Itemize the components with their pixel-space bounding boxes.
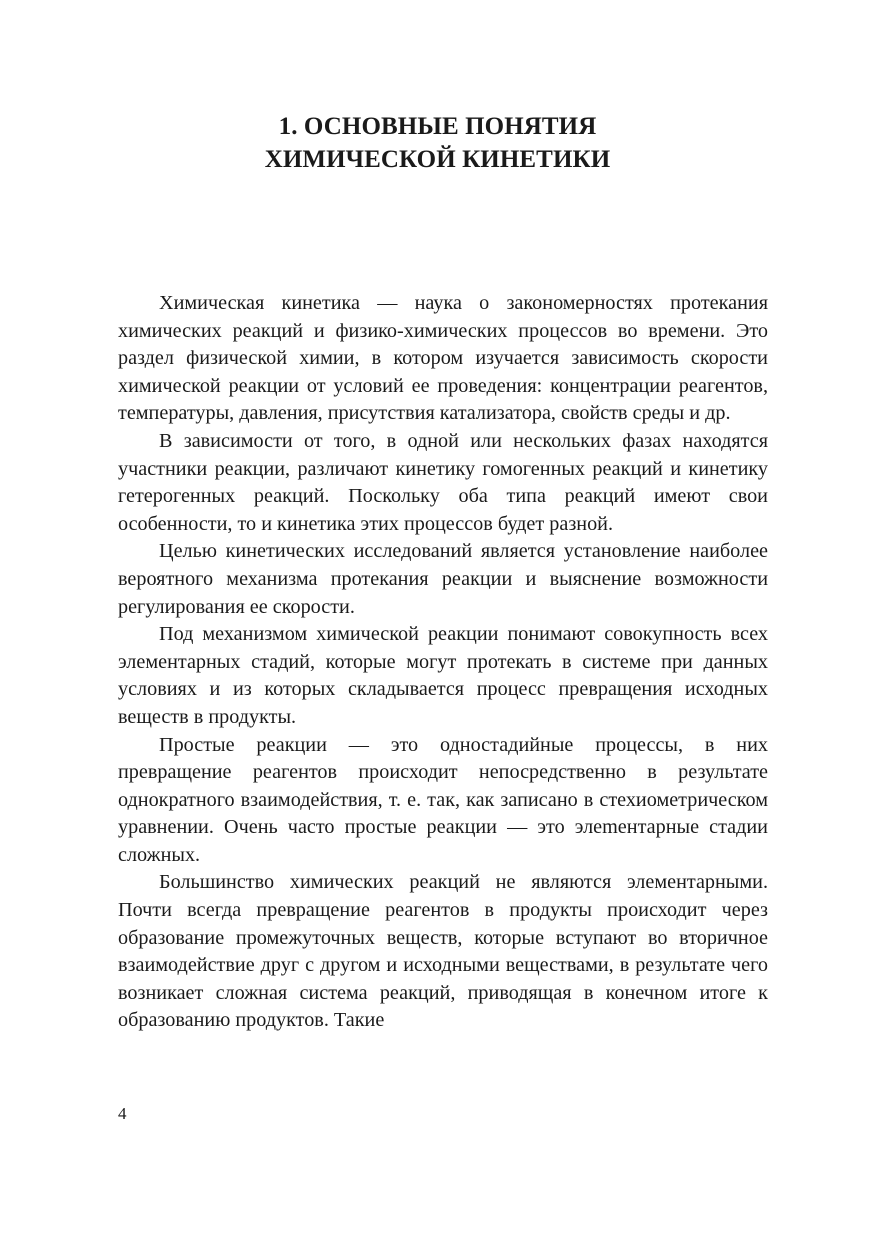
page-number: 4 (118, 1104, 127, 1123)
paragraph-3: Целью кинетических исследований является установление наиболее вероятного механизма протекания реакции и выяснение возможности регулирования ее скорости. (118, 540, 768, 618)
chapter-title-line-2: ХИМИЧЕСКОЙ КИНЕТИКИ (264, 146, 611, 173)
body-text (118, 290, 768, 1035)
paragraph-4: Под механизмом химической реакции понимают совокупность всех элементарных стадий, которые могут протекать в системе при данных условиях и из которых складывается процесс превращения исходных веществ в продукты. (118, 623, 768, 728)
chapter-title-line-1: 1. ОСНОВНЫЕ ПОНЯТИЯ (278, 113, 597, 140)
paragraph-1: Химическая кинетика — наука о закономерностях протекания химических реакций и физико-химических процессов во времени. Это раздел физической химии, в котором изучается зависимость скорости химической реакции от условий ее проведения: концентрации реагентов, температуры, давления, присутствия катализатора, свойств среды и др. (118, 292, 768, 425)
paragraph-5: Простые реакции — это одностадийные процессы, в них превращение реагентов происходит непосредственно в результате однократного взаимодействия, т. е. так, как записано в стехиометрическом уравнении. Очень часто простые реакции — это элеmентарные стадии сложных. (118, 733, 768, 866)
paragraph-6: Большинство химических реакций не являются элементарными. Почти всегда превращение реагентов в продукты происходит через образование промежуточных веществ, которые вступают во вторичное взаимодействие друг с другом и исходными веществами, в результате чего возникает сложная система реакций, приводящая в конечном итоге к образованию продуктов. Такие (118, 871, 768, 1032)
paragraph-2: В зависимости от того, в одной или нескольких фазах находятся участники реакции, различают кинетику гомогенных реакций и кинетику гетерогенных реакций. Поскольку оба типа реакций имеют свои особенности, то и кинетика этих процессов будет разной. (118, 429, 768, 535)
chapter-title (0, 110, 875, 176)
